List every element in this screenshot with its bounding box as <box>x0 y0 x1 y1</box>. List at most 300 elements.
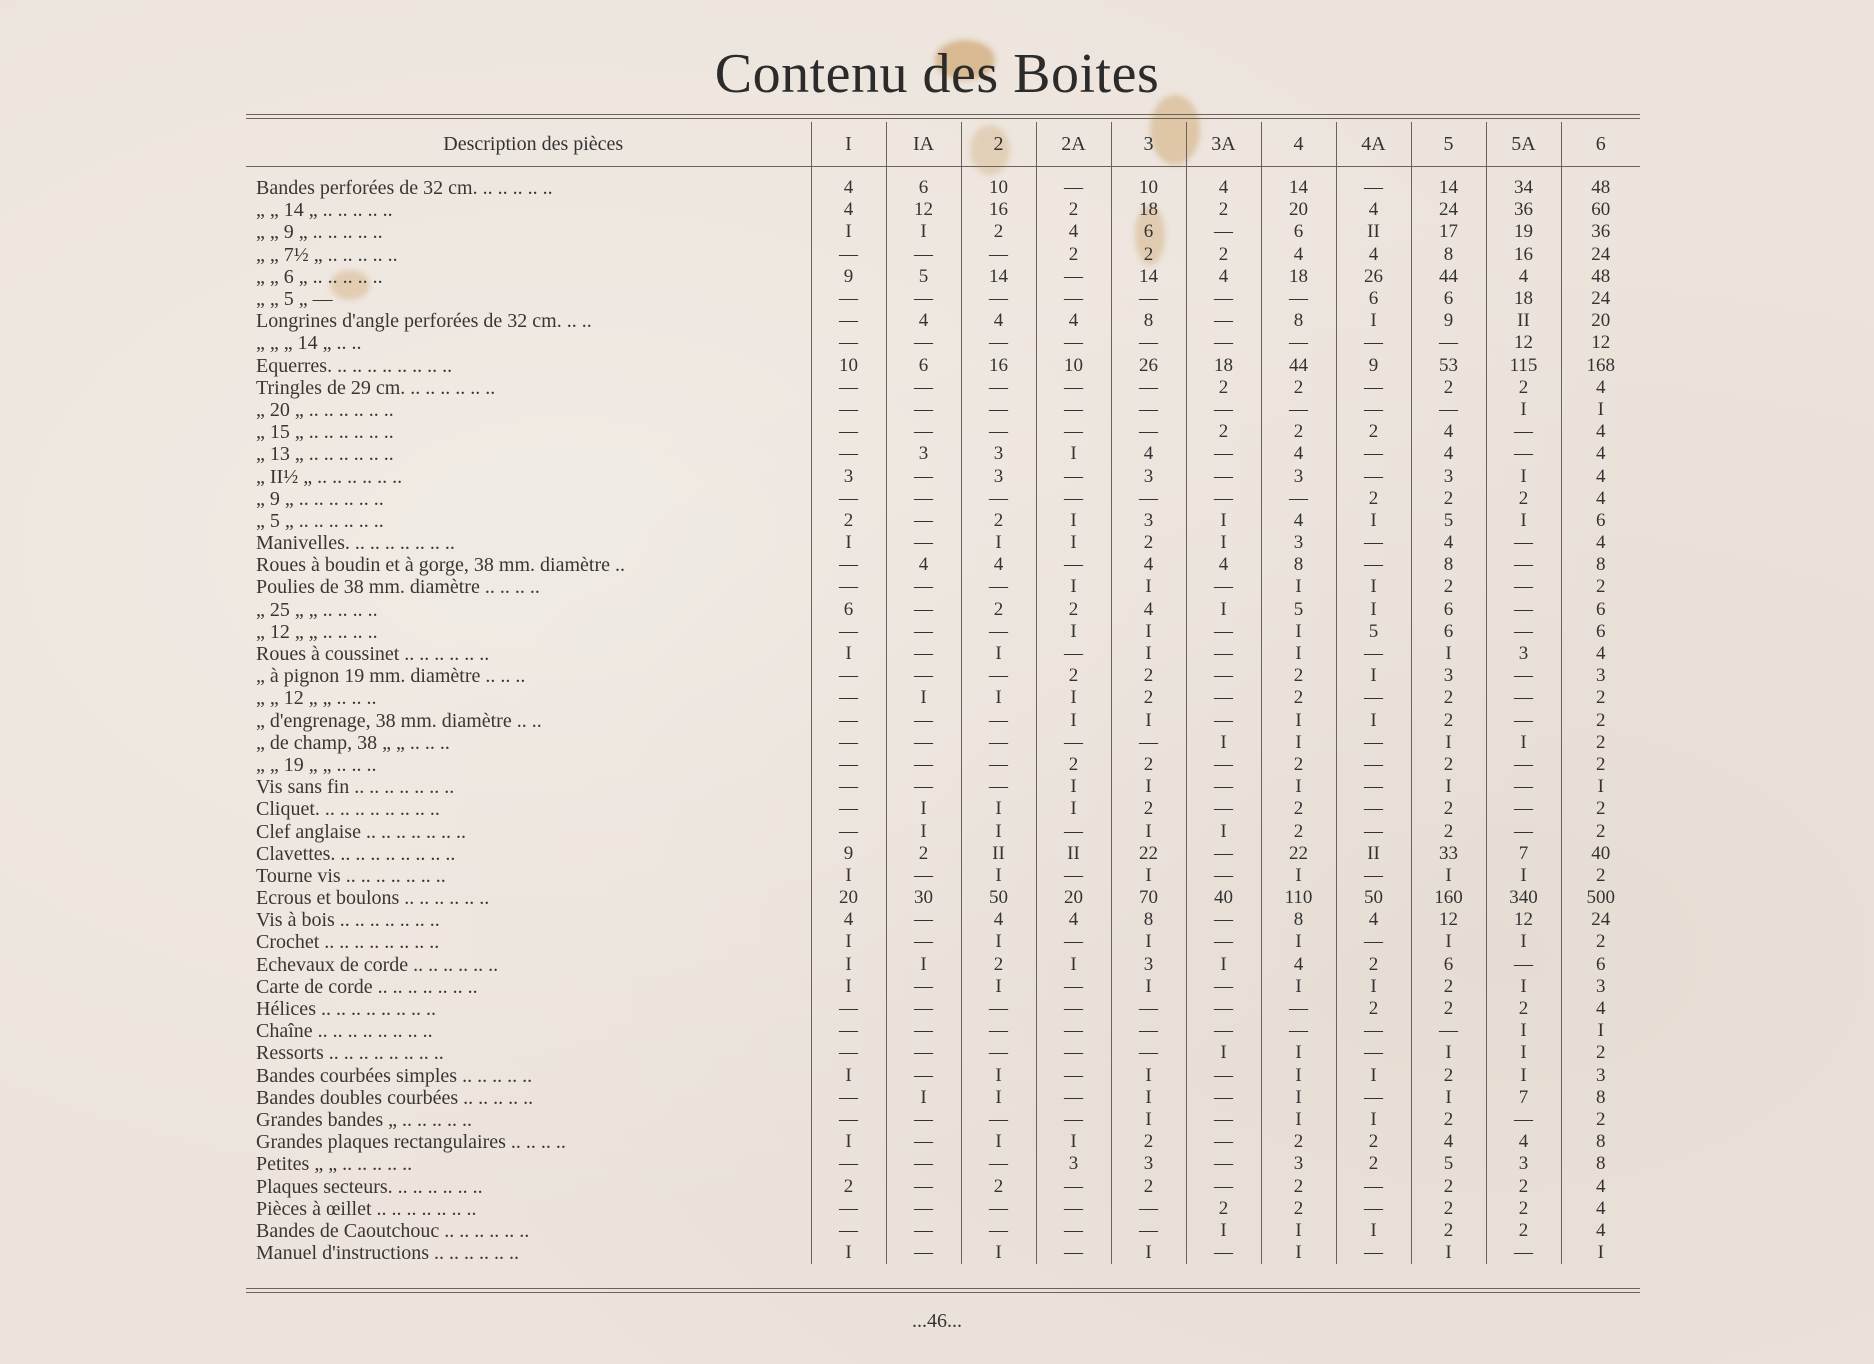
row-value: — <box>1036 1175 1111 1197</box>
row-value: I <box>1336 599 1411 621</box>
table-row <box>246 820 1640 842</box>
row-value: — <box>1111 332 1186 354</box>
row-value: — <box>1036 1242 1111 1264</box>
row-value: 7 <box>1486 843 1561 865</box>
row-value: 4 <box>1261 443 1336 465</box>
row-value: 48 <box>1561 177 1640 199</box>
row-value: — <box>811 488 886 510</box>
row-value: I <box>961 798 1036 820</box>
row-value: — <box>1486 532 1561 554</box>
table-row <box>246 976 1640 998</box>
row-value: — <box>811 820 886 842</box>
row-value: 8 <box>1561 1087 1640 1109</box>
row-value: — <box>886 488 961 510</box>
row-description: Echevaux de corde .. .. .. .. .. .. <box>256 953 499 976</box>
row-value: — <box>1036 288 1111 310</box>
row-value: 24 <box>1561 244 1640 266</box>
row-description: „ II½ „ .. .. .. .. .. .. <box>256 465 403 488</box>
row-value: — <box>1336 399 1411 421</box>
row-value: 115 <box>1486 355 1561 377</box>
row-value: — <box>1261 1020 1336 1042</box>
row-value: — <box>1336 798 1411 820</box>
row-value: 36 <box>1561 221 1640 243</box>
row-value: 6 <box>886 177 961 199</box>
table-row <box>246 599 1640 621</box>
row-value: 20 <box>1036 887 1111 909</box>
row-description: Pièces à œillet .. .. .. .. .. .. .. <box>256 1197 477 1220</box>
row-value: — <box>1036 976 1111 998</box>
row-value: 4 <box>1561 532 1640 554</box>
row-value: 2 <box>1411 1175 1486 1197</box>
row-value: — <box>1036 332 1111 354</box>
row-value: 2 <box>1111 532 1186 554</box>
row-description: Ecrous et boulons .. .. .. .. .. .. <box>256 887 490 910</box>
row-value: 4 <box>961 554 1036 576</box>
row-value: 4 <box>1561 421 1640 443</box>
header-col: 2 <box>961 122 1036 167</box>
row-value: — <box>811 776 886 798</box>
table-row <box>246 355 1640 377</box>
row-value: 4 <box>886 310 961 332</box>
row-value: — <box>811 798 886 820</box>
row-value: — <box>1111 1198 1186 1220</box>
row-value: 14 <box>1411 177 1486 199</box>
row-description: Crochet .. .. .. .. .. .. .. .. <box>256 931 440 954</box>
row-value: I <box>1111 1109 1186 1131</box>
row-value: 6 <box>1561 621 1640 643</box>
row-description: „ à pignon 19 mm. diamètre .. .. .. <box>256 665 526 688</box>
row-value: 6 <box>1411 599 1486 621</box>
row-value: — <box>811 399 886 421</box>
row-value: I <box>1111 976 1186 998</box>
row-value: 4 <box>1411 443 1486 465</box>
row-value: I <box>1036 954 1111 976</box>
row-description: „ 9 „ .. .. .. .. .. .. <box>256 487 384 510</box>
row-value: 168 <box>1561 355 1640 377</box>
table-row <box>246 421 1640 443</box>
row-value: I <box>1036 532 1111 554</box>
row-value: 2 <box>1036 665 1111 687</box>
table-row <box>246 798 1640 820</box>
row-value: 6 <box>1561 954 1640 976</box>
table-body <box>246 167 1640 1265</box>
row-description: Ressorts .. .. .. .. .. .. .. .. <box>256 1042 444 1065</box>
row-description: Roues à boudin et à gorge, 38 mm. diamètre .. <box>256 554 625 577</box>
row-value: 18 <box>1186 355 1261 377</box>
row-value: — <box>1486 820 1561 842</box>
row-value: — <box>886 244 961 266</box>
row-value: 3 <box>1111 465 1186 487</box>
row-value: 2 <box>1261 687 1336 709</box>
row-value: 2 <box>1261 665 1336 687</box>
row-value: I <box>811 954 886 976</box>
row-value: — <box>811 421 886 443</box>
row-value: 2 <box>1561 931 1640 953</box>
row-value: — <box>1486 554 1561 576</box>
row-value: — <box>1186 998 1261 1020</box>
row-value: I <box>1036 1131 1111 1153</box>
row-value: I <box>1336 576 1411 598</box>
row-value: 4 <box>1111 554 1186 576</box>
row-value: — <box>1036 266 1111 288</box>
row-value: 26 <box>1111 355 1186 377</box>
row-value: 22 <box>1261 843 1336 865</box>
row-value: — <box>1261 332 1336 354</box>
row-value: — <box>1486 687 1561 709</box>
row-value: 4 <box>1561 998 1640 1020</box>
row-value: 4 <box>1111 599 1186 621</box>
row-value: I <box>1411 643 1486 665</box>
row-value: — <box>886 576 961 598</box>
row-value: — <box>811 244 886 266</box>
row-value: I <box>1561 1020 1640 1042</box>
row-value: — <box>1486 421 1561 443</box>
table-row <box>246 1220 1640 1242</box>
row-value: 60 <box>1561 199 1640 221</box>
row-value: I <box>1336 1109 1411 1131</box>
row-description: Longrines d'angle perforées de 32 cm. .. .. <box>256 310 592 333</box>
row-value: I <box>961 532 1036 554</box>
row-value: 20 <box>811 887 886 909</box>
table-row <box>246 288 1640 310</box>
row-value: 4 <box>1036 909 1111 931</box>
row-value: 4 <box>961 310 1036 332</box>
row-value: 6 <box>811 599 886 621</box>
table-row <box>246 621 1640 643</box>
row-value: — <box>1336 754 1411 776</box>
row-value: 4 <box>1561 465 1640 487</box>
table-row <box>246 399 1640 421</box>
row-value: — <box>1036 865 1111 887</box>
row-value: 4 <box>1336 199 1411 221</box>
row-value: — <box>1411 332 1486 354</box>
row-description: „ „ 12 „ „ .. .. .. <box>256 687 377 710</box>
row-value: 2 <box>1486 488 1561 510</box>
table-row <box>246 887 1640 909</box>
table-row <box>246 221 1640 243</box>
row-value: 22 <box>1111 843 1186 865</box>
row-value: 2 <box>961 599 1036 621</box>
row-value: I <box>1336 510 1411 532</box>
row-value: 2 <box>1261 754 1336 776</box>
row-value: — <box>811 665 886 687</box>
row-value: I <box>1261 1065 1336 1087</box>
row-value: 4 <box>1336 244 1411 266</box>
row-value: 8 <box>1411 244 1486 266</box>
row-value: 9 <box>811 266 886 288</box>
row-value: 2 <box>1561 576 1640 598</box>
row-value: — <box>1336 1042 1411 1064</box>
row-value: 14 <box>1111 266 1186 288</box>
row-value: — <box>1036 177 1111 199</box>
row-description: Bandes courbées simples .. .. .. .. .. <box>256 1064 533 1087</box>
row-value: 4 <box>886 554 961 576</box>
row-value: — <box>1261 288 1336 310</box>
row-value: 4 <box>811 199 886 221</box>
row-value: — <box>1486 599 1561 621</box>
row-value: 12 <box>1486 332 1561 354</box>
row-value: — <box>1036 377 1111 399</box>
row-value: 2 <box>1261 1131 1336 1153</box>
row-value: 2 <box>1036 754 1111 776</box>
table-row <box>246 465 1640 487</box>
table-row <box>246 1198 1640 1220</box>
row-value: — <box>1486 665 1561 687</box>
row-value: 2 <box>1036 199 1111 221</box>
row-value: — <box>886 643 961 665</box>
row-value: I <box>1186 532 1261 554</box>
row-value: — <box>1186 465 1261 487</box>
row-value: I <box>1111 1065 1186 1087</box>
table-row <box>246 843 1640 865</box>
row-value: — <box>1336 532 1411 554</box>
row-value: 6 <box>1111 221 1186 243</box>
row-description: Bandes doubles courbées .. .. .. .. .. <box>256 1086 534 1109</box>
row-value: I <box>1486 732 1561 754</box>
row-description: „ de champ, 38 „ „ .. .. .. <box>256 731 450 754</box>
row-value: — <box>1486 443 1561 465</box>
row-value: 24 <box>1411 199 1486 221</box>
table-row <box>246 710 1640 732</box>
row-value: I <box>1036 443 1111 465</box>
row-value: 2 <box>1411 710 1486 732</box>
table-row <box>246 1020 1640 1042</box>
row-value: 2 <box>1561 798 1640 820</box>
row-value: — <box>811 1020 886 1042</box>
row-value: 4 <box>1261 510 1336 532</box>
row-value: — <box>1186 332 1261 354</box>
row-value: 2 <box>1111 244 1186 266</box>
row-value: — <box>1036 643 1111 665</box>
row-value: 8 <box>1261 554 1336 576</box>
row-description: Carte de corde .. .. .. .. .. .. .. <box>256 975 478 998</box>
row-value: 12 <box>1561 332 1640 354</box>
table-row <box>246 510 1640 532</box>
row-value: — <box>961 288 1036 310</box>
row-value: II <box>1336 843 1411 865</box>
row-value: 26 <box>1336 266 1411 288</box>
table-row <box>246 1153 1640 1175</box>
row-value: — <box>1186 1175 1261 1197</box>
row-value: 2 <box>1036 599 1111 621</box>
row-value: — <box>1186 643 1261 665</box>
row-value: — <box>1036 1042 1111 1064</box>
row-value: I <box>1561 1242 1640 1264</box>
row-description: „ 20 „ .. .. .. .. .. .. <box>256 398 394 421</box>
row-value: — <box>1186 1242 1261 1264</box>
row-value: 2 <box>1561 754 1640 776</box>
row-value: 3 <box>1486 643 1561 665</box>
row-value: 4 <box>1111 443 1186 465</box>
row-value: — <box>1186 1087 1261 1109</box>
top-rule <box>246 114 1640 115</box>
row-value: 8 <box>1111 909 1186 931</box>
row-value: 4 <box>1486 1131 1561 1153</box>
row-description: Vis à bois .. .. .. .. .. .. .. <box>256 909 440 932</box>
row-value: 3 <box>1036 1153 1111 1175</box>
row-value: — <box>961 332 1036 354</box>
row-value: — <box>886 754 961 776</box>
table-row <box>246 776 1640 798</box>
row-value: I <box>961 1065 1036 1087</box>
row-value: 160 <box>1411 887 1486 909</box>
row-value: — <box>1336 865 1411 887</box>
row-description: Plaques secteurs. .. .. .. .. .. .. <box>256 1175 483 1198</box>
page-title: Contenu des Boites <box>714 43 1160 105</box>
row-value: — <box>811 554 886 576</box>
row-description: Manivelles. .. .. .. .. .. .. .. <box>256 532 455 555</box>
table-row <box>246 954 1640 976</box>
row-value: — <box>961 1020 1036 1042</box>
row-value: I <box>1186 510 1261 532</box>
row-value: 44 <box>1411 266 1486 288</box>
row-value: I <box>1336 1065 1411 1087</box>
row-value: — <box>1336 732 1411 754</box>
row-value: I <box>1411 776 1486 798</box>
row-value: — <box>886 1242 961 1264</box>
row-value: 2 <box>1561 865 1640 887</box>
row-value: 2 <box>1336 421 1411 443</box>
row-value: 20 <box>1261 199 1336 221</box>
row-description: „ „ 5 „ — <box>256 288 333 311</box>
row-value: 18 <box>1111 199 1186 221</box>
row-value: — <box>886 1109 961 1131</box>
row-value: I <box>1486 465 1561 487</box>
row-value: — <box>1186 1020 1261 1042</box>
row-description: „ 5 „ .. .. .. .. .. .. <box>256 509 384 532</box>
row-value: — <box>886 510 961 532</box>
row-value: 2 <box>1561 687 1640 709</box>
row-description: Manuel d'instructions .. .. .. .. .. .. <box>256 1242 520 1265</box>
row-value: I <box>1486 976 1561 998</box>
row-value: 12 <box>886 199 961 221</box>
row-value: — <box>1186 798 1261 820</box>
row-value: — <box>811 710 886 732</box>
row-value: — <box>886 931 961 953</box>
row-value: — <box>1036 421 1111 443</box>
row-value: I <box>811 1131 886 1153</box>
row-value: — <box>961 732 1036 754</box>
row-value: — <box>886 710 961 732</box>
row-value: 4 <box>1411 1131 1486 1153</box>
row-value: — <box>961 998 1036 1020</box>
row-value: 4 <box>1561 1198 1640 1220</box>
row-value: 2 <box>1561 1109 1640 1131</box>
row-value: 8 <box>1261 909 1336 931</box>
row-value: I <box>886 221 961 243</box>
row-value: 4 <box>1561 1220 1640 1242</box>
row-value: — <box>886 998 961 1020</box>
row-value: I <box>1561 776 1640 798</box>
row-value: I <box>811 643 886 665</box>
row-value: — <box>1336 332 1411 354</box>
row-value: 2 <box>1186 199 1261 221</box>
row-value: 2 <box>1336 954 1411 976</box>
row-value: 4 <box>1561 1175 1640 1197</box>
row-description: Grandes plaques rectangulaires .. .. .. .. <box>256 1131 566 1154</box>
row-value: 10 <box>811 355 886 377</box>
row-value: 2 <box>811 510 886 532</box>
row-value: — <box>886 1020 961 1042</box>
row-value: — <box>1036 820 1111 842</box>
row-value: — <box>961 710 1036 732</box>
row-value: — <box>961 1109 1036 1131</box>
row-value: 10 <box>1036 355 1111 377</box>
row-value: 2 <box>1036 244 1111 266</box>
row-value: 14 <box>961 266 1036 288</box>
row-value: — <box>886 1220 961 1242</box>
row-value: — <box>1336 1198 1411 1220</box>
row-value: I <box>1561 399 1640 421</box>
row-value: — <box>961 488 1036 510</box>
row-value: — <box>1036 1220 1111 1242</box>
row-value: — <box>1036 732 1111 754</box>
row-value: 3 <box>1111 954 1186 976</box>
header-col: 6 <box>1561 122 1640 167</box>
row-value: — <box>1336 1020 1411 1042</box>
row-value: 48 <box>1561 266 1640 288</box>
row-value: 16 <box>961 355 1036 377</box>
row-value: 2 <box>1411 820 1486 842</box>
row-value: 4 <box>811 177 886 199</box>
row-value: — <box>1186 399 1261 421</box>
row-value: 2 <box>1111 687 1186 709</box>
row-value: — <box>811 332 886 354</box>
row-value: 2 <box>886 843 961 865</box>
row-value: 2 <box>1411 488 1486 510</box>
row-value: 2 <box>1486 998 1561 1020</box>
row-value: — <box>1186 621 1261 643</box>
row-value: 3 <box>961 465 1036 487</box>
row-value: — <box>1186 843 1261 865</box>
row-value: 9 <box>811 843 886 865</box>
table-row <box>246 687 1640 709</box>
row-value: 2 <box>1561 710 1640 732</box>
row-value: 6 <box>1411 621 1486 643</box>
row-description: Petites „ „ .. .. .. .. .. <box>256 1153 413 1176</box>
row-value: — <box>1261 488 1336 510</box>
row-value: I <box>1411 1042 1486 1064</box>
table-row <box>246 931 1640 953</box>
row-value: 6 <box>1261 221 1336 243</box>
row-description: „ d'engrenage, 38 mm. diamètre .. .. <box>256 709 542 732</box>
row-value: 2 <box>1411 798 1486 820</box>
contents-table <box>246 122 1640 1264</box>
row-value: 2 <box>1411 976 1486 998</box>
table-row <box>246 754 1640 776</box>
table-row <box>246 576 1640 598</box>
row-value: I <box>1336 310 1411 332</box>
row-value: 20 <box>1561 310 1640 332</box>
row-value: I <box>1261 1109 1336 1131</box>
row-value: I <box>1261 1220 1336 1242</box>
row-value: — <box>961 776 1036 798</box>
row-value: 3 <box>1411 665 1486 687</box>
row-value: — <box>886 1198 961 1220</box>
row-description: Bandes de Caoutchouc .. .. .. .. .. .. <box>256 1219 530 1242</box>
table-row <box>246 1109 1640 1131</box>
row-value: — <box>811 754 886 776</box>
row-value: 44 <box>1261 355 1336 377</box>
row-value: 5 <box>1411 1153 1486 1175</box>
bottom-rule <box>246 1288 1640 1289</box>
row-value: 18 <box>1261 266 1336 288</box>
row-value: — <box>886 1065 961 1087</box>
row-value: — <box>886 332 961 354</box>
row-value: — <box>1336 1242 1411 1264</box>
row-value: 5 <box>886 266 961 288</box>
row-value: — <box>811 1153 886 1175</box>
